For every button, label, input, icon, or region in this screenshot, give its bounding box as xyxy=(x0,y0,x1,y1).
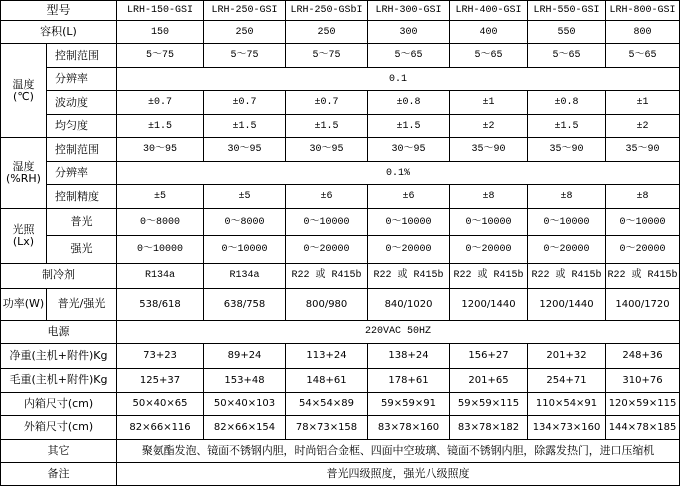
inner-size-value: 59×59×91 xyxy=(368,392,450,415)
model-name: LRH-300-GSI xyxy=(368,1,450,21)
supply-value: 220VAC 50HZ xyxy=(117,320,680,343)
refrigerant-value: R22 或 R415b xyxy=(368,263,450,288)
model-name: LRH-250-GSI xyxy=(204,1,286,21)
temp-uniformity-value: ±1.5 xyxy=(286,115,368,138)
gross-weight-value: 148+61 xyxy=(286,368,368,392)
temp-resolution-label: 分辨率 xyxy=(47,68,117,91)
humidity-group-label xyxy=(1,138,47,209)
temp-range-label: 控制范围 xyxy=(47,44,117,68)
hum-accuracy-row xyxy=(1,185,680,209)
power-value: 1200/1440 xyxy=(528,288,606,320)
hum-resolution-value: 0.1% xyxy=(117,162,680,185)
temp-range-value: 5～65 xyxy=(528,44,606,68)
temp-range-row xyxy=(1,44,680,68)
capacity-value: 250 xyxy=(286,21,368,44)
temp-fluctuation-value: ±1 xyxy=(450,91,528,115)
hum-accuracy-value: ±5 xyxy=(204,185,286,209)
temp-uniformity-value: ±1.5 xyxy=(117,115,204,138)
power-sub-label: 普光/强光 xyxy=(47,288,117,320)
refrigerant-value: R134a xyxy=(117,263,204,288)
light-normal-value: 0～10000 xyxy=(606,209,680,236)
other-row xyxy=(1,439,680,462)
refrigerant-label: 制冷剂 xyxy=(1,263,117,288)
temp-uniformity-value: ±1.5 xyxy=(528,115,606,138)
inner-size-row xyxy=(1,392,680,415)
power-value: 1400/1720 xyxy=(606,288,680,320)
temp-uniformity-label: 均匀度 xyxy=(47,115,117,138)
capacity-value: 250 xyxy=(204,21,286,44)
outer-size-value: 78×73×158 xyxy=(286,415,368,439)
light-unit: (Lx) xyxy=(12,234,35,248)
net-weight-value: 248+36 xyxy=(606,343,680,368)
outer-size-value: 82×66×154 xyxy=(204,415,286,439)
hum-accuracy-value: ±5 xyxy=(117,185,204,209)
hum-range-row xyxy=(1,138,680,162)
light-strong-value: 0～10000 xyxy=(204,236,286,263)
humidity-label: 湿度 xyxy=(12,160,35,174)
refrigerant-value: R22 或 R415b xyxy=(528,263,606,288)
gross-weight-value: 178+61 xyxy=(368,368,450,392)
outer-size-value: 83×78×160 xyxy=(368,415,450,439)
hum-range-value: 35～90 xyxy=(606,138,680,162)
power-row xyxy=(1,288,680,320)
net-weight-label: 净重(主机+附件)Kg xyxy=(1,343,117,368)
outer-size-row xyxy=(1,415,680,439)
hum-range-value: 30～95 xyxy=(204,138,286,162)
header-row xyxy=(1,1,680,21)
hum-range-label: 控制范围 xyxy=(47,138,117,162)
inner-size-value: 59×59×115 xyxy=(450,392,528,415)
hum-accuracy-value: ±8 xyxy=(606,185,680,209)
temp-fluctuation-value: ±0.7 xyxy=(204,91,286,115)
temp-uniformity-row xyxy=(1,115,680,138)
outer-size-value: 82×66×116 xyxy=(117,415,204,439)
model-name: LRH-150-GSI xyxy=(117,1,204,21)
power-value: 638/758 xyxy=(204,288,286,320)
other-label: 其它 xyxy=(1,439,117,462)
inner-size-value: 110×54×91 xyxy=(528,392,606,415)
power-value: 1200/1440 xyxy=(450,288,528,320)
light-strong-value: 0～20000 xyxy=(368,236,450,263)
gross-weight-value: 254+71 xyxy=(528,368,606,392)
temp-fluctuation-label: 波动度 xyxy=(47,91,117,115)
power-value: 840/1020 xyxy=(368,288,450,320)
power-value: 538/618 xyxy=(117,288,204,320)
remarks-value: 普光四级照度，强光八级照度 xyxy=(117,462,680,485)
gross-weight-value: 153+48 xyxy=(204,368,286,392)
inner-size-value: 50×40×65 xyxy=(117,392,204,415)
hum-range-value: 30～95 xyxy=(368,138,450,162)
model-label: 型号 xyxy=(1,1,117,21)
remarks-row xyxy=(1,462,680,485)
temp-uniformity-value: ±1.5 xyxy=(368,115,450,138)
power-label: 功率(W) xyxy=(1,288,47,320)
gross-weight-label: 毛重(主机+附件)Kg xyxy=(1,368,117,392)
capacity-value: 150 xyxy=(117,21,204,44)
light-normal-value: 0～10000 xyxy=(450,209,528,236)
hum-accuracy-value: ±6 xyxy=(368,185,450,209)
temp-fluctuation-value: ±0.7 xyxy=(117,91,204,115)
other-value: 聚氨酯发泡、镜面不锈钢内胆，时尚铝合金框、四面中空玻璃、镜面不锈钢内胆，除露发热门，进口压缩机 xyxy=(117,439,680,462)
hum-resolution-label: 分辨率 xyxy=(47,162,117,185)
inner-size-value: 54×54×89 xyxy=(286,392,368,415)
model-name: LRH-550-GSI xyxy=(528,1,606,21)
supply-row xyxy=(1,320,680,343)
inner-size-value: 50×40×103 xyxy=(204,392,286,415)
light-strong-value: 0～20000 xyxy=(528,236,606,263)
humidity-unit: (%RH) xyxy=(6,172,41,186)
refrigerant-value: R134a xyxy=(204,263,286,288)
temp-resolution-row xyxy=(1,68,680,91)
light-strong-value: 0～20000 xyxy=(606,236,680,263)
hum-resolution-row xyxy=(1,162,680,185)
outer-size-label: 外箱尺寸(cm) xyxy=(1,415,117,439)
net-weight-value: 156+27 xyxy=(450,343,528,368)
net-weight-value: 89+24 xyxy=(204,343,286,368)
temp-range-value: 5～65 xyxy=(450,44,528,68)
net-weight-value: 73+23 xyxy=(117,343,204,368)
hum-range-value: 35～90 xyxy=(528,138,606,162)
temp-range-value: 5～75 xyxy=(204,44,286,68)
capacity-value: 800 xyxy=(606,21,680,44)
refrigerant-value: R22 或 R415b xyxy=(606,263,680,288)
capacity-row xyxy=(1,21,680,44)
light-normal-value: 0～10000 xyxy=(368,209,450,236)
light-normal-value: 0～10000 xyxy=(286,209,368,236)
outer-size-value: 134×73×160 xyxy=(528,415,606,439)
light-normal-label: 普光 xyxy=(47,209,117,236)
hum-accuracy-value: ±8 xyxy=(450,185,528,209)
capacity-label: 容积(L) xyxy=(1,21,117,44)
light-strong-value: 0～10000 xyxy=(117,236,204,263)
gross-weight-value: 201+65 xyxy=(450,368,528,392)
outer-size-value: 144×78×185 xyxy=(606,415,680,439)
hum-accuracy-label: 控制精度 xyxy=(47,185,117,209)
refrigerant-value: R22 或 R415b xyxy=(450,263,528,288)
outer-size-value: 83×78×182 xyxy=(450,415,528,439)
temperature-group-label xyxy=(1,44,47,138)
gross-weight-value: 310+76 xyxy=(606,368,680,392)
supply-label: 电源 xyxy=(1,320,117,343)
refrigerant-row xyxy=(1,263,680,288)
temperature-unit: (℃) xyxy=(13,89,34,103)
model-name: LRH-250-GSbI xyxy=(286,1,368,21)
light-strong-row xyxy=(1,236,680,263)
light-normal-row xyxy=(1,209,680,236)
hum-range-value: 35～90 xyxy=(450,138,528,162)
hum-range-value: 30～95 xyxy=(286,138,368,162)
light-strong-value: 0～20000 xyxy=(450,236,528,263)
model-name: LRH-400-GSI xyxy=(450,1,528,21)
temp-fluctuation-row xyxy=(1,91,680,115)
gross-weight-value: 125+37 xyxy=(117,368,204,392)
light-strong-value: 0～20000 xyxy=(286,236,368,263)
gross-weight-row xyxy=(1,368,680,392)
light-group-label xyxy=(1,209,47,263)
temperature-label: 温度 xyxy=(12,77,35,91)
temp-fluctuation-value: ±0.7 xyxy=(286,91,368,115)
net-weight-value: 201+32 xyxy=(528,343,606,368)
temp-fluctuation-value: ±0.8 xyxy=(528,91,606,115)
light-normal-value: 0～10000 xyxy=(528,209,606,236)
temp-range-value: 5～75 xyxy=(286,44,368,68)
temp-fluctuation-value: ±1 xyxy=(606,91,680,115)
hum-accuracy-value: ±8 xyxy=(528,185,606,209)
hum-range-value: 30～95 xyxy=(117,138,204,162)
net-weight-value: 138+24 xyxy=(368,343,450,368)
light-normal-value: 0～8000 xyxy=(117,209,204,236)
inner-size-value: 120×59×115 xyxy=(606,392,680,415)
temp-range-value: 5～65 xyxy=(368,44,450,68)
temp-fluctuation-value: ±0.8 xyxy=(368,91,450,115)
light-normal-value: 0～8000 xyxy=(204,209,286,236)
capacity-value: 550 xyxy=(528,21,606,44)
temp-uniformity-value: ±2 xyxy=(450,115,528,138)
refrigerant-value: R22 或 R415b xyxy=(286,263,368,288)
remarks-label: 备注 xyxy=(1,462,117,485)
power-value: 800/980 xyxy=(286,288,368,320)
capacity-value: 400 xyxy=(450,21,528,44)
capacity-value: 300 xyxy=(368,21,450,44)
model-name: LRH-800-GSI xyxy=(606,1,680,21)
light-label: 光照 xyxy=(12,222,35,236)
temp-uniformity-value: ±1.5 xyxy=(204,115,286,138)
temp-resolution-value: 0.1 xyxy=(117,68,680,91)
hum-accuracy-value: ±6 xyxy=(286,185,368,209)
net-weight-row xyxy=(1,343,680,368)
inner-size-label: 内箱尺寸(cm) xyxy=(1,392,117,415)
temp-range-value: 5～75 xyxy=(117,44,204,68)
temp-range-value: 5～65 xyxy=(606,44,680,68)
light-strong-label: 强光 xyxy=(47,236,117,263)
temp-uniformity-value: ±2 xyxy=(606,115,680,138)
net-weight-value: 113+24 xyxy=(286,343,368,368)
